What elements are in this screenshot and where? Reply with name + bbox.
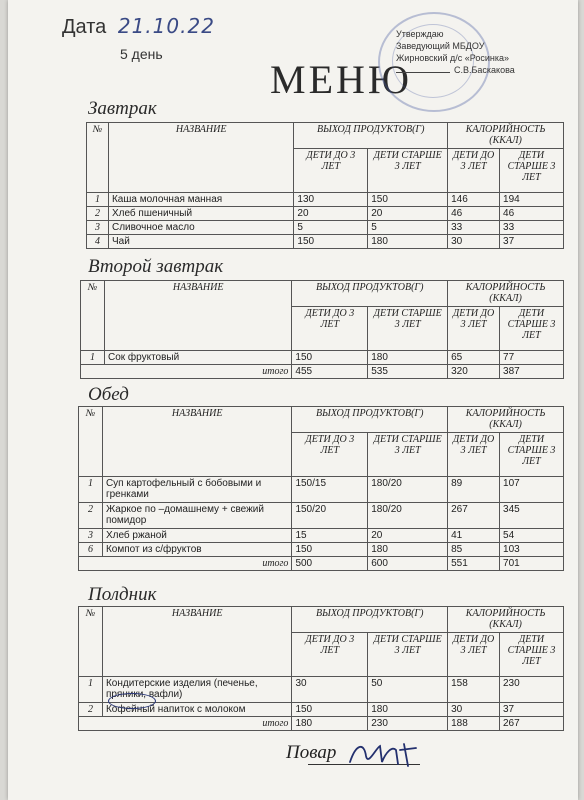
col-under3-cal-header: ДЕТИ ДО 3 ЛЕТ bbox=[448, 433, 500, 477]
col-num-header: № bbox=[81, 281, 105, 351]
row-name: Компот из с/фруктов bbox=[102, 543, 291, 557]
row-output-over3: 20 bbox=[368, 207, 448, 221]
row-cal-under3: 30 bbox=[448, 703, 500, 717]
row-cal-over3: 37 bbox=[500, 235, 564, 249]
row-output-under3: 15 bbox=[292, 529, 368, 543]
total-output-over3: 230 bbox=[368, 717, 448, 731]
col-output-header: ВЫХОД ПРОДУКТОВ(Г) bbox=[292, 607, 448, 633]
row-name: Кондитерские изделия (печенье, пряники, вафли) bbox=[102, 677, 291, 703]
row-output-over3: 180/20 bbox=[368, 503, 448, 529]
row-cal-under3: 158 bbox=[448, 677, 500, 703]
col-under3-cal-header: ДЕТИ ДО 3 ЛЕТ bbox=[448, 149, 500, 193]
total-cal-under3: 320 bbox=[448, 365, 500, 379]
col-over3-cal-header: ДЕТИ СТАРШЕ 3 ЛЕТ bbox=[500, 433, 564, 477]
total-label: итого bbox=[81, 365, 292, 379]
col-name-header: НАЗВАНИЕ bbox=[108, 123, 293, 193]
row-output-over3: 150 bbox=[368, 193, 448, 207]
row-name: Хлеб ржаной bbox=[102, 529, 291, 543]
row-name: Сок фруктовый bbox=[104, 351, 291, 365]
row-cal-over3: 103 bbox=[500, 543, 564, 557]
col-num-header: № bbox=[79, 407, 103, 477]
col-over3-header: ДЕТИ СТАРШЕ 3 ЛЕТ bbox=[368, 633, 448, 677]
total-cal-over3: 267 bbox=[500, 717, 564, 731]
approve-line-3: Жирновский д/с «Росинка» bbox=[396, 53, 510, 63]
row-num: 6 bbox=[79, 543, 103, 557]
total-output-under3: 180 bbox=[292, 717, 368, 731]
approver-line bbox=[396, 64, 515, 76]
row-output-under3: 150/15 bbox=[292, 477, 368, 503]
section-title-second-breakfast: Второй завтрак bbox=[88, 256, 224, 277]
row-output-over3: 50 bbox=[368, 677, 448, 703]
row-num: 1 bbox=[79, 477, 103, 503]
total-cal-under3: 188 bbox=[448, 717, 500, 731]
table-row bbox=[87, 221, 564, 235]
total-output-under3: 500 bbox=[292, 557, 368, 571]
table-second-breakfast bbox=[80, 280, 564, 379]
row-output-over3: 5 bbox=[368, 221, 448, 235]
row-cal-under3: 146 bbox=[448, 193, 500, 207]
total-cal-over3: 701 bbox=[500, 557, 564, 571]
row-cal-over3: 37 bbox=[500, 703, 564, 717]
date-line bbox=[62, 14, 215, 39]
page-title: МЕНЮ bbox=[270, 57, 412, 102]
row-cal-under3: 65 bbox=[448, 351, 500, 365]
total-cal-under3: 551 bbox=[448, 557, 500, 571]
approval-block bbox=[396, 28, 515, 76]
row-num: 1 bbox=[81, 351, 105, 365]
col-name-header: НАЗВАНИЕ bbox=[104, 281, 291, 351]
col-output-header: ВЫХОД ПРОДУКТОВ(Г) bbox=[292, 281, 448, 307]
col-name-header: НАЗВАНИЕ bbox=[102, 607, 291, 677]
total-row bbox=[79, 557, 564, 571]
col-calories-header: КАЛОРИЙНОСТЬ (ККАЛ) bbox=[448, 123, 564, 149]
col-output-header: ВЫХОД ПРОДУКТОВ(Г) bbox=[292, 407, 448, 433]
row-output-under3: 5 bbox=[294, 221, 368, 235]
row-output-over3: 180 bbox=[368, 235, 448, 249]
row-cal-over3: 54 bbox=[500, 529, 564, 543]
approver-name: С.В.Баскакова bbox=[454, 65, 515, 75]
day-label: 5 день bbox=[120, 46, 163, 62]
row-cal-under3: 33 bbox=[448, 221, 500, 235]
total-row bbox=[81, 365, 564, 379]
signature-line bbox=[396, 72, 450, 73]
row-output-over3: 180 bbox=[368, 351, 448, 365]
col-over3-header: ДЕТИ СТАРШЕ 3 ЛЕТ bbox=[368, 433, 448, 477]
table-breakfast bbox=[86, 122, 564, 249]
col-under3-header: ДЕТИ ДО 3 ЛЕТ bbox=[292, 633, 368, 677]
row-output-under3: 30 bbox=[292, 677, 368, 703]
col-num-header: № bbox=[79, 607, 103, 677]
row-output-over3: 180 bbox=[368, 703, 448, 717]
row-cal-over3: 33 bbox=[500, 221, 564, 235]
col-over3-cal-header: ДЕТИ СТАРШЕ 3 ЛЕТ bbox=[500, 633, 564, 677]
row-output-under3: 150 bbox=[292, 703, 368, 717]
row-name: Сливочное масло bbox=[108, 221, 293, 235]
col-under3-header: ДЕТИ ДО 3 ЛЕТ bbox=[292, 433, 368, 477]
col-over3-header: ДЕТИ СТАРШЕ 3 ЛЕТ bbox=[368, 149, 448, 193]
col-over3-cal-header: ДЕТИ СТАРШЕ 3 ЛЕТ bbox=[500, 307, 564, 351]
section-title-breakfast: Завтрак bbox=[88, 98, 157, 119]
row-output-under3: 150/20 bbox=[292, 503, 368, 529]
row-cal-under3: 30 bbox=[448, 235, 500, 249]
row-num: 3 bbox=[87, 221, 109, 235]
row-cal-over3: 194 bbox=[500, 193, 564, 207]
col-under3-header: ДЕТИ ДО 3 ЛЕТ bbox=[294, 149, 368, 193]
row-cal-under3: 41 bbox=[448, 529, 500, 543]
col-under3-cal-header: ДЕТИ ДО 3 ЛЕТ bbox=[448, 307, 500, 351]
table-row bbox=[87, 193, 564, 207]
col-output-header: ВЫХОД ПРОДУКТОВ(Г) bbox=[294, 123, 448, 149]
row-output-under3: 150 bbox=[292, 351, 368, 365]
row-num: 1 bbox=[87, 193, 109, 207]
table-lunch bbox=[78, 406, 564, 571]
col-under3-header: ДЕТИ ДО 3 ЛЕТ bbox=[292, 307, 368, 351]
row-output-under3: 150 bbox=[292, 543, 368, 557]
row-num: 2 bbox=[87, 207, 109, 221]
row-output-over3: 180 bbox=[368, 543, 448, 557]
col-calories-header: КАЛОРИЙНОСТЬ (ККАЛ) bbox=[448, 607, 564, 633]
row-cal-over3: 46 bbox=[500, 207, 564, 221]
row-num: 2 bbox=[79, 703, 103, 717]
col-num-header: № bbox=[87, 123, 109, 193]
row-num: 3 bbox=[79, 529, 103, 543]
row-output-under3: 130 bbox=[294, 193, 368, 207]
table-row bbox=[87, 207, 564, 221]
menu-sheet bbox=[8, 0, 578, 800]
col-under3-cal-header: ДЕТИ ДО 3 ЛЕТ bbox=[448, 633, 500, 677]
section-title-lunch: Обед bbox=[88, 384, 129, 405]
row-name: Каша молочная манная bbox=[108, 193, 293, 207]
total-cal-over3: 387 bbox=[500, 365, 564, 379]
row-name: Хлеб пшеничный bbox=[108, 207, 293, 221]
table-row bbox=[79, 503, 564, 529]
col-calories-header: КАЛОРИЙНОСТЬ (ККАЛ) bbox=[448, 281, 564, 307]
cook-label: Повар bbox=[286, 742, 337, 763]
row-cal-over3: 77 bbox=[500, 351, 564, 365]
date-label: Дата bbox=[62, 16, 107, 38]
total-output-over3: 535 bbox=[368, 365, 448, 379]
row-cal-under3: 267 bbox=[448, 503, 500, 529]
approve-line-2: Заведующий МБДОУ bbox=[396, 41, 485, 51]
row-output-under3: 20 bbox=[294, 207, 368, 221]
row-num: 4 bbox=[87, 235, 109, 249]
col-over3-header: ДЕТИ СТАРШЕ 3 ЛЕТ bbox=[368, 307, 448, 351]
table-snack bbox=[78, 606, 564, 731]
row-cal-over3: 345 bbox=[500, 503, 564, 529]
col-over3-cal-header: ДЕТИ СТАРШЕ 3 ЛЕТ bbox=[500, 149, 564, 193]
row-num: 2 bbox=[79, 503, 103, 529]
row-cal-over3: 107 bbox=[500, 477, 564, 503]
approve-line-1: Утверждаю bbox=[396, 29, 444, 39]
row-output-under3: 150 bbox=[294, 235, 368, 249]
cook-signature bbox=[346, 738, 426, 770]
row-name: Кофейный напиток с молоком bbox=[102, 703, 291, 717]
row-output-over3: 20 bbox=[368, 529, 448, 543]
table-row bbox=[81, 351, 564, 365]
total-output-over3: 600 bbox=[368, 557, 448, 571]
section-title-snack: Полдник bbox=[88, 584, 157, 605]
row-name: Чай bbox=[108, 235, 293, 249]
table-row bbox=[79, 529, 564, 543]
col-name-header: НАЗВАНИЕ bbox=[102, 407, 291, 477]
table-row bbox=[79, 477, 564, 503]
row-cal-under3: 46 bbox=[448, 207, 500, 221]
total-row bbox=[79, 717, 564, 731]
total-output-under3: 455 bbox=[292, 365, 368, 379]
table-row bbox=[87, 235, 564, 249]
row-num: 1 bbox=[79, 677, 103, 703]
row-cal-under3: 89 bbox=[448, 477, 500, 503]
col-calories-header: КАЛОРИЙНОСТЬ (ККАЛ) bbox=[448, 407, 564, 433]
date-value: 21.10.22 bbox=[117, 14, 215, 38]
row-name: Жаркое по –домашнему + свежий помидор bbox=[102, 503, 291, 529]
pen-circle-mark bbox=[108, 693, 156, 709]
total-label: итого bbox=[79, 557, 292, 571]
table-row bbox=[79, 543, 564, 557]
row-name: Суп картофельный с бобовыми и гренками bbox=[102, 477, 291, 503]
row-output-over3: 180/20 bbox=[368, 477, 448, 503]
row-cal-over3: 230 bbox=[500, 677, 564, 703]
total-label: итого bbox=[79, 717, 292, 731]
row-cal-under3: 85 bbox=[448, 543, 500, 557]
